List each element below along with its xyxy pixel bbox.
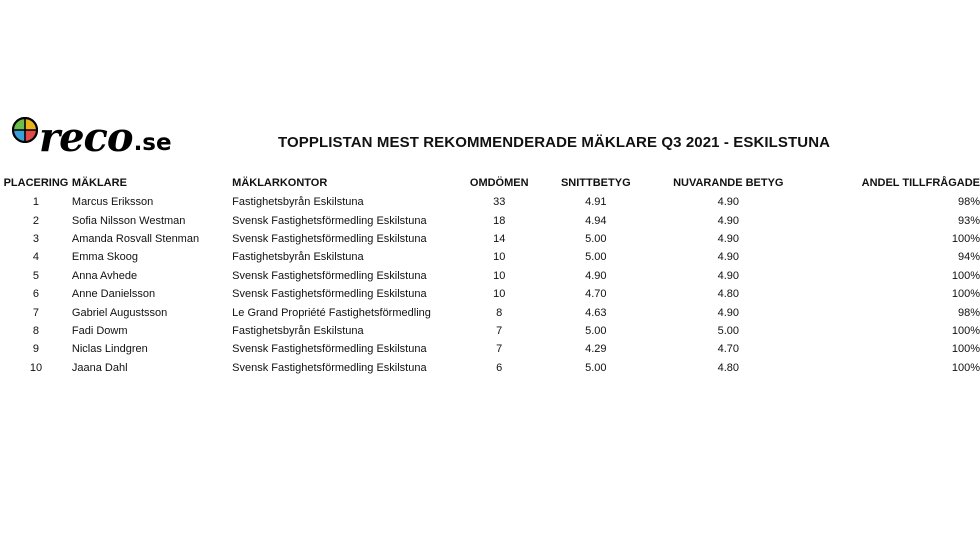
table-row (0, 267, 980, 285)
cell-placering: 10 (29, 361, 43, 374)
header-maklarkontor: MÄKLARKONTOR (232, 177, 328, 189)
cell-nuvarande-betyg: 4.90 (717, 214, 739, 227)
cell-maklare: Marcus Eriksson (71, 196, 154, 209)
logo-wordmark: reco (39, 114, 133, 161)
cell-omdomen: 18 (493, 214, 506, 227)
table-row (0, 193, 980, 211)
cell-nuvarande-betyg: 4.80 (717, 288, 739, 301)
table-row (0, 340, 980, 358)
table-row (0, 303, 980, 321)
header-snittbetyg: SNITTBETYG (560, 177, 631, 189)
cell-maklarkontor: Fastighetsbyrån Eskilstuna (232, 324, 364, 337)
table-row (0, 322, 980, 340)
cell-snittbetyg: 4.29 (585, 343, 607, 356)
cell-andel-tillfragade: 100% (951, 288, 980, 301)
header-omdomen: OMDÖMEN (469, 177, 529, 189)
cell-placering: 1 (32, 196, 40, 209)
cell-placering: 4 (32, 251, 40, 264)
cell-snittbetyg: 4.63 (585, 306, 607, 319)
cell-maklare: Amanda Rosvall Stenman (71, 232, 200, 245)
cell-nuvarande-betyg: 5.00 (717, 324, 739, 337)
cell-snittbetyg: 5.00 (585, 232, 607, 245)
cell-snittbetyg: 4.70 (585, 288, 607, 301)
cell-maklare: Jaana Dahl (71, 361, 128, 374)
cell-maklarkontor: Svensk Fastighetsförmedling Eskilstuna (232, 269, 427, 282)
table-row (0, 285, 980, 303)
header-placering: PLACERING (3, 177, 69, 189)
cell-andel-tillfragade: 98% (957, 306, 980, 319)
cell-maklarkontor: Svensk Fastighetsförmedling Eskilstuna (232, 361, 427, 374)
cell-omdomen: 10 (493, 251, 506, 264)
ranking-table (0, 173, 980, 377)
cell-snittbetyg: 5.00 (585, 251, 607, 264)
cell-omdomen: 10 (493, 269, 506, 282)
cell-andel-tillfragade: 100% (951, 361, 980, 374)
table-row (0, 359, 980, 377)
cell-andel-tillfragade: 93% (957, 214, 980, 227)
cell-nuvarande-betyg: 4.90 (717, 196, 739, 209)
cell-snittbetyg: 5.00 (585, 361, 607, 374)
cell-nuvarande-betyg: 4.80 (717, 361, 739, 374)
table-header-row (0, 173, 980, 193)
cell-maklarkontor: Fastighetsbyrån Eskilstuna (232, 251, 364, 264)
cell-maklare: Fadi Dowm (71, 324, 128, 337)
cell-snittbetyg: 4.90 (585, 269, 607, 282)
cell-andel-tillfragade: 94% (957, 251, 980, 264)
cell-snittbetyg: 4.91 (585, 196, 607, 209)
cell-placering: 5 (32, 269, 40, 282)
cell-maklarkontor: Svensk Fastighetsförmedling Eskilstuna (232, 214, 427, 227)
cell-placering: 3 (32, 232, 40, 245)
cell-nuvarande-betyg: 4.90 (717, 306, 739, 319)
cell-maklare: Emma Skoog (71, 251, 138, 264)
cell-maklarkontor: Le Grand Propriété Fastighetsförmedling (232, 306, 431, 319)
cell-nuvarande-betyg: 4.70 (717, 343, 739, 356)
cell-placering: 2 (32, 214, 40, 227)
table-row (0, 211, 980, 229)
reco-logo (12, 112, 172, 161)
cell-nuvarande-betyg: 4.90 (717, 269, 739, 282)
header-maklare: MÄKLARE (71, 177, 127, 189)
header-nuvarande-betyg: NUVARANDE BETYG (673, 177, 784, 189)
cell-nuvarande-betyg: 4.90 (717, 251, 739, 264)
cell-andel-tillfragade: 100% (951, 324, 980, 337)
cell-placering: 9 (32, 343, 40, 356)
cell-placering: 8 (32, 324, 40, 337)
cell-omdomen: 7 (496, 324, 503, 337)
table-row (0, 248, 980, 266)
table-row (0, 230, 980, 248)
logo-tld: .se (133, 130, 172, 156)
cell-andel-tillfragade: 100% (951, 343, 980, 356)
cell-snittbetyg: 5.00 (585, 324, 607, 337)
cell-maklare: Sofia Nilsson Westman (71, 214, 186, 227)
cell-omdomen: 6 (496, 361, 503, 374)
page-title: TOPPLISTAN MEST REKOMMENDERADE MÄKLARE Q3 2021 - ESKILSTUNA (278, 134, 831, 151)
cell-omdomen: 14 (493, 232, 506, 245)
cell-maklare: Gabriel Augustsson (71, 306, 168, 319)
cell-andel-tillfragade: 98% (957, 196, 980, 209)
header-andel-tillfragade: ANDEL TILLFRÅGADE (861, 177, 980, 189)
cell-maklarkontor: Svensk Fastighetsförmedling Eskilstuna (232, 288, 427, 301)
cell-maklarkontor: Fastighetsbyrån Eskilstuna (232, 196, 364, 209)
cell-snittbetyg: 4.94 (585, 214, 607, 227)
cell-andel-tillfragade: 100% (951, 232, 980, 245)
reco-logo-mark-icon (12, 117, 38, 143)
cell-placering: 7 (32, 306, 40, 319)
cell-maklarkontor: Svensk Fastighetsförmedling Eskilstuna (232, 232, 427, 245)
cell-nuvarande-betyg: 4.90 (717, 232, 739, 245)
cell-maklare: Anna Avhede (71, 269, 138, 282)
cell-omdomen: 7 (496, 343, 503, 356)
cell-placering: 6 (32, 288, 40, 301)
cell-andel-tillfragade: 100% (951, 269, 980, 282)
cell-omdomen: 8 (496, 306, 503, 319)
cell-maklare: Niclas Lindgren (71, 343, 148, 356)
cell-omdomen: 33 (493, 196, 506, 209)
cell-omdomen: 10 (493, 288, 506, 301)
cell-maklare: Anne Danielsson (71, 288, 156, 301)
table-body (0, 193, 980, 377)
cell-maklarkontor: Svensk Fastighetsförmedling Eskilstuna (232, 343, 427, 356)
